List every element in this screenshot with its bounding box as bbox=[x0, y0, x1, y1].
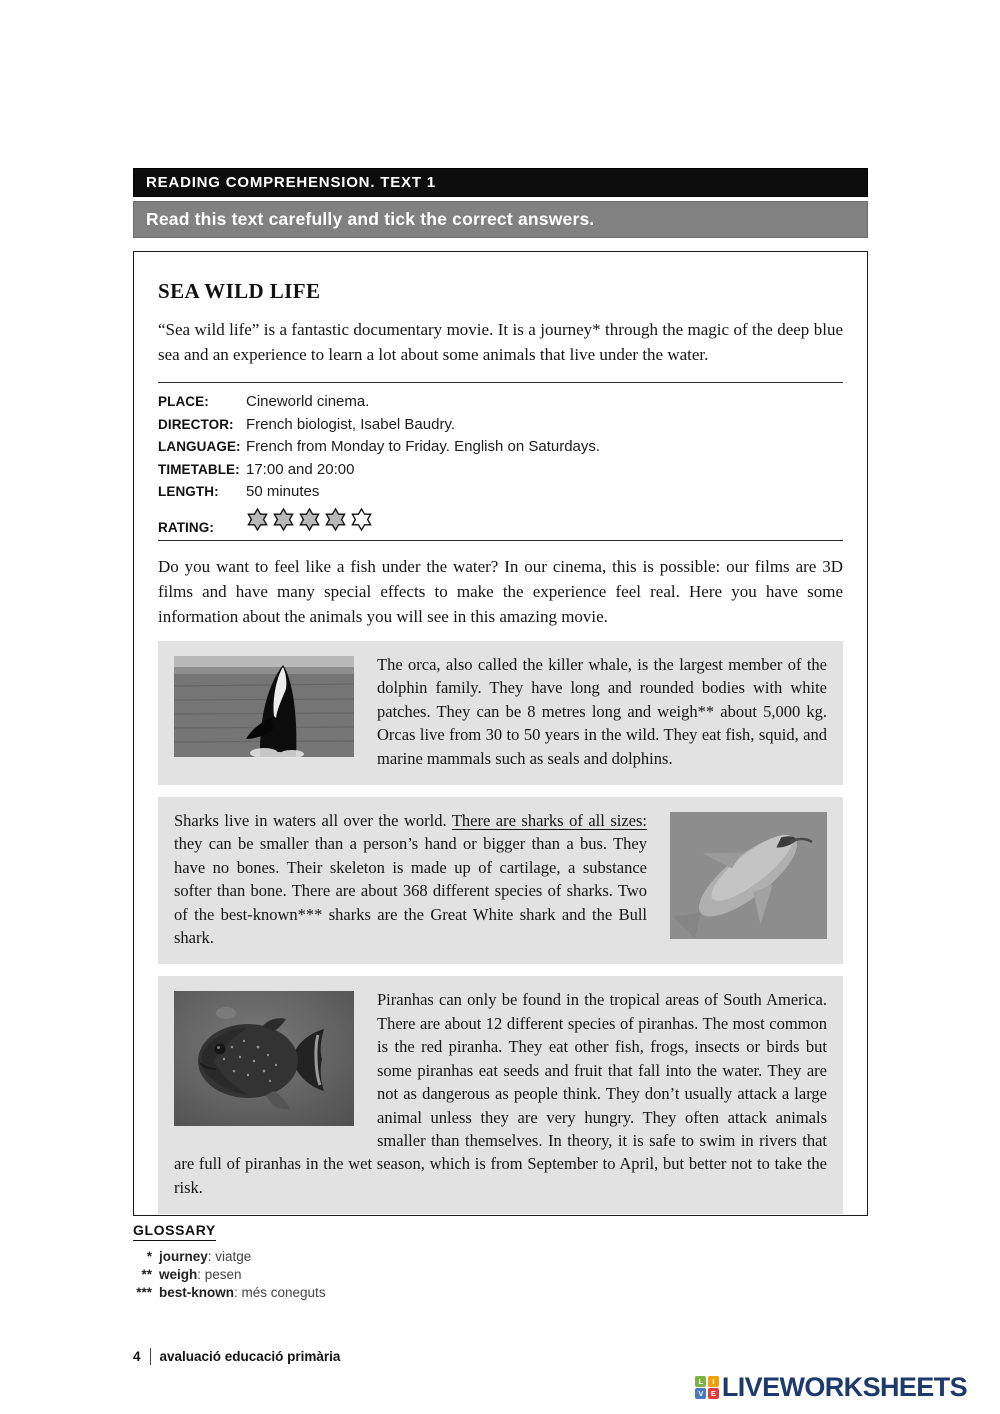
logo-tile: V bbox=[695, 1388, 706, 1399]
logo-tile: L bbox=[695, 1376, 706, 1387]
liveworksheets-logo[interactable] bbox=[695, 1372, 967, 1403]
glossary bbox=[133, 1222, 633, 1302]
piranha-paragraph: Piranhas can only be found in the tropical areas of South America. There are about 12 different species of piranhas. The most common is the red piranha. They eat other fish, frogs, insects or birds but some piranhas eat seeds and fruit that fall into the water. They are not as dangerous as people think. They don’t usually attack a large animal unless they are very hungry. They often attack animals smaller than themselves. In theory, it is safe to swim in rivers that are full of piranhas in the wet season, which is from September to April, but better not to take the risk. bbox=[174, 990, 827, 1197]
shark-photo bbox=[670, 812, 827, 939]
movie-details-table bbox=[158, 393, 843, 535]
rating-star-icon bbox=[246, 507, 269, 532]
table-row bbox=[158, 393, 843, 410]
footnote-marker: * bbox=[146, 1249, 152, 1264]
detail-value-language: French from Monday to Friday. English on Saturdays. bbox=[246, 438, 601, 455]
section-header-bar: READING COMPREHENSION. TEXT 1 bbox=[133, 168, 868, 197]
orca-paragraph: The orca, also called the killer whale, is the largest member of the dolphin family. They have long and rounded bodies with white patches. They can be 8 metres long and weigh** about 5,000 kg. Orcas live from 30 to 50 years in the wild. They eat fish, squid, and marine mammals such as seals and dolphins. bbox=[377, 655, 827, 768]
cinema-paragraph: Do you want to feel like a fish under the water? In our cinema, this is possible: our films are 3D films and have many special effects to make the experience feel real. Here you have some information about the animals you will see in this amazing movie. bbox=[158, 557, 843, 626]
list-item bbox=[133, 1248, 633, 1266]
detail-label-place: PLACE: bbox=[158, 394, 209, 409]
divider-top bbox=[158, 382, 843, 383]
liveworksheets-wordmark: LIVEWORKSHEETS bbox=[721, 1372, 967, 1402]
glossary-definition: : més coneguts bbox=[234, 1285, 326, 1300]
worksheet-content bbox=[133, 168, 868, 1216]
footer-label: avaluació educació primària bbox=[159, 1349, 341, 1364]
detail-label-rating: RATING: bbox=[158, 519, 214, 535]
list-item bbox=[133, 1284, 633, 1302]
glossary-term: weigh bbox=[159, 1267, 198, 1282]
table-row bbox=[158, 483, 843, 500]
rating-star-icon bbox=[350, 507, 373, 532]
detail-value-director: French biologist, Isabel Baudry. bbox=[246, 415, 455, 433]
rating-star-icon bbox=[324, 507, 347, 532]
table-row bbox=[158, 461, 843, 478]
footnote-marker: ** bbox=[141, 1267, 152, 1282]
article-title: SEA WILD LIFE bbox=[158, 279, 321, 303]
glossary-definition: : pesen bbox=[197, 1267, 242, 1282]
glossary-entries bbox=[133, 1248, 633, 1302]
detail-value-timetable: 17:00 and 20:00 bbox=[246, 460, 355, 478]
detail-label-director: DIRECTOR: bbox=[158, 416, 234, 432]
piranha-section bbox=[158, 976, 843, 1214]
list-item bbox=[133, 1266, 633, 1284]
rating-stars bbox=[246, 507, 843, 532]
divider-bottom bbox=[158, 540, 843, 541]
page-footer bbox=[133, 1348, 340, 1365]
table-row bbox=[158, 438, 843, 455]
orca-section bbox=[158, 641, 843, 785]
detail-label-timetable: TIMETABLE: bbox=[158, 461, 240, 477]
shark-paragraph: Sharks live in waters all over the world. There are sharks of all sizes: they can be smaller than a person’s hand or bigger than a bus. They have no bones. Their skeleton is made up of cartilage, a substance softer than bone. There are about 368 different species of sharks. Two of the best-known*** sharks are the Great White shark and the Bull shark. bbox=[174, 811, 647, 948]
liveworksheets-tiles-icon bbox=[695, 1376, 719, 1400]
logo-tile: I bbox=[708, 1376, 719, 1387]
rating-star-icon bbox=[298, 507, 321, 532]
detail-label-length: LENGTH: bbox=[158, 484, 219, 499]
table-row bbox=[158, 416, 843, 433]
orca-photo bbox=[174, 656, 354, 757]
shark-section bbox=[158, 797, 843, 964]
piranha-photo bbox=[174, 991, 354, 1126]
footnote-marker: *** bbox=[136, 1285, 152, 1300]
glossary-term: best-known bbox=[159, 1285, 235, 1300]
detail-label-language: LANGUAGE: bbox=[158, 439, 241, 454]
reading-text-box bbox=[133, 251, 868, 1216]
logo-tile: E bbox=[708, 1388, 719, 1399]
glossary-definition: : viatge bbox=[207, 1249, 252, 1264]
glossary-term: journey bbox=[159, 1249, 208, 1264]
detail-value-place: Cineworld cinema. bbox=[246, 393, 370, 410]
page-number: 4 bbox=[133, 1349, 141, 1364]
footer-divider bbox=[150, 1348, 151, 1365]
glossary-title: GLOSSARY bbox=[133, 1222, 216, 1241]
instruction-bar: Read this text carefully and tick the correct answers. bbox=[133, 201, 868, 238]
rating-star-icon bbox=[272, 507, 295, 532]
table-row bbox=[158, 506, 843, 535]
detail-value-length: 50 minutes bbox=[246, 483, 320, 500]
intro-paragraph: “Sea wild life” is a fantastic documentary movie. It is a journey* through the magic of the deep blue sea and an experience to learn a lot about some animals that live under the water. bbox=[158, 320, 843, 364]
underlined-phrase: There are sharks of all sizes: bbox=[451, 811, 647, 831]
